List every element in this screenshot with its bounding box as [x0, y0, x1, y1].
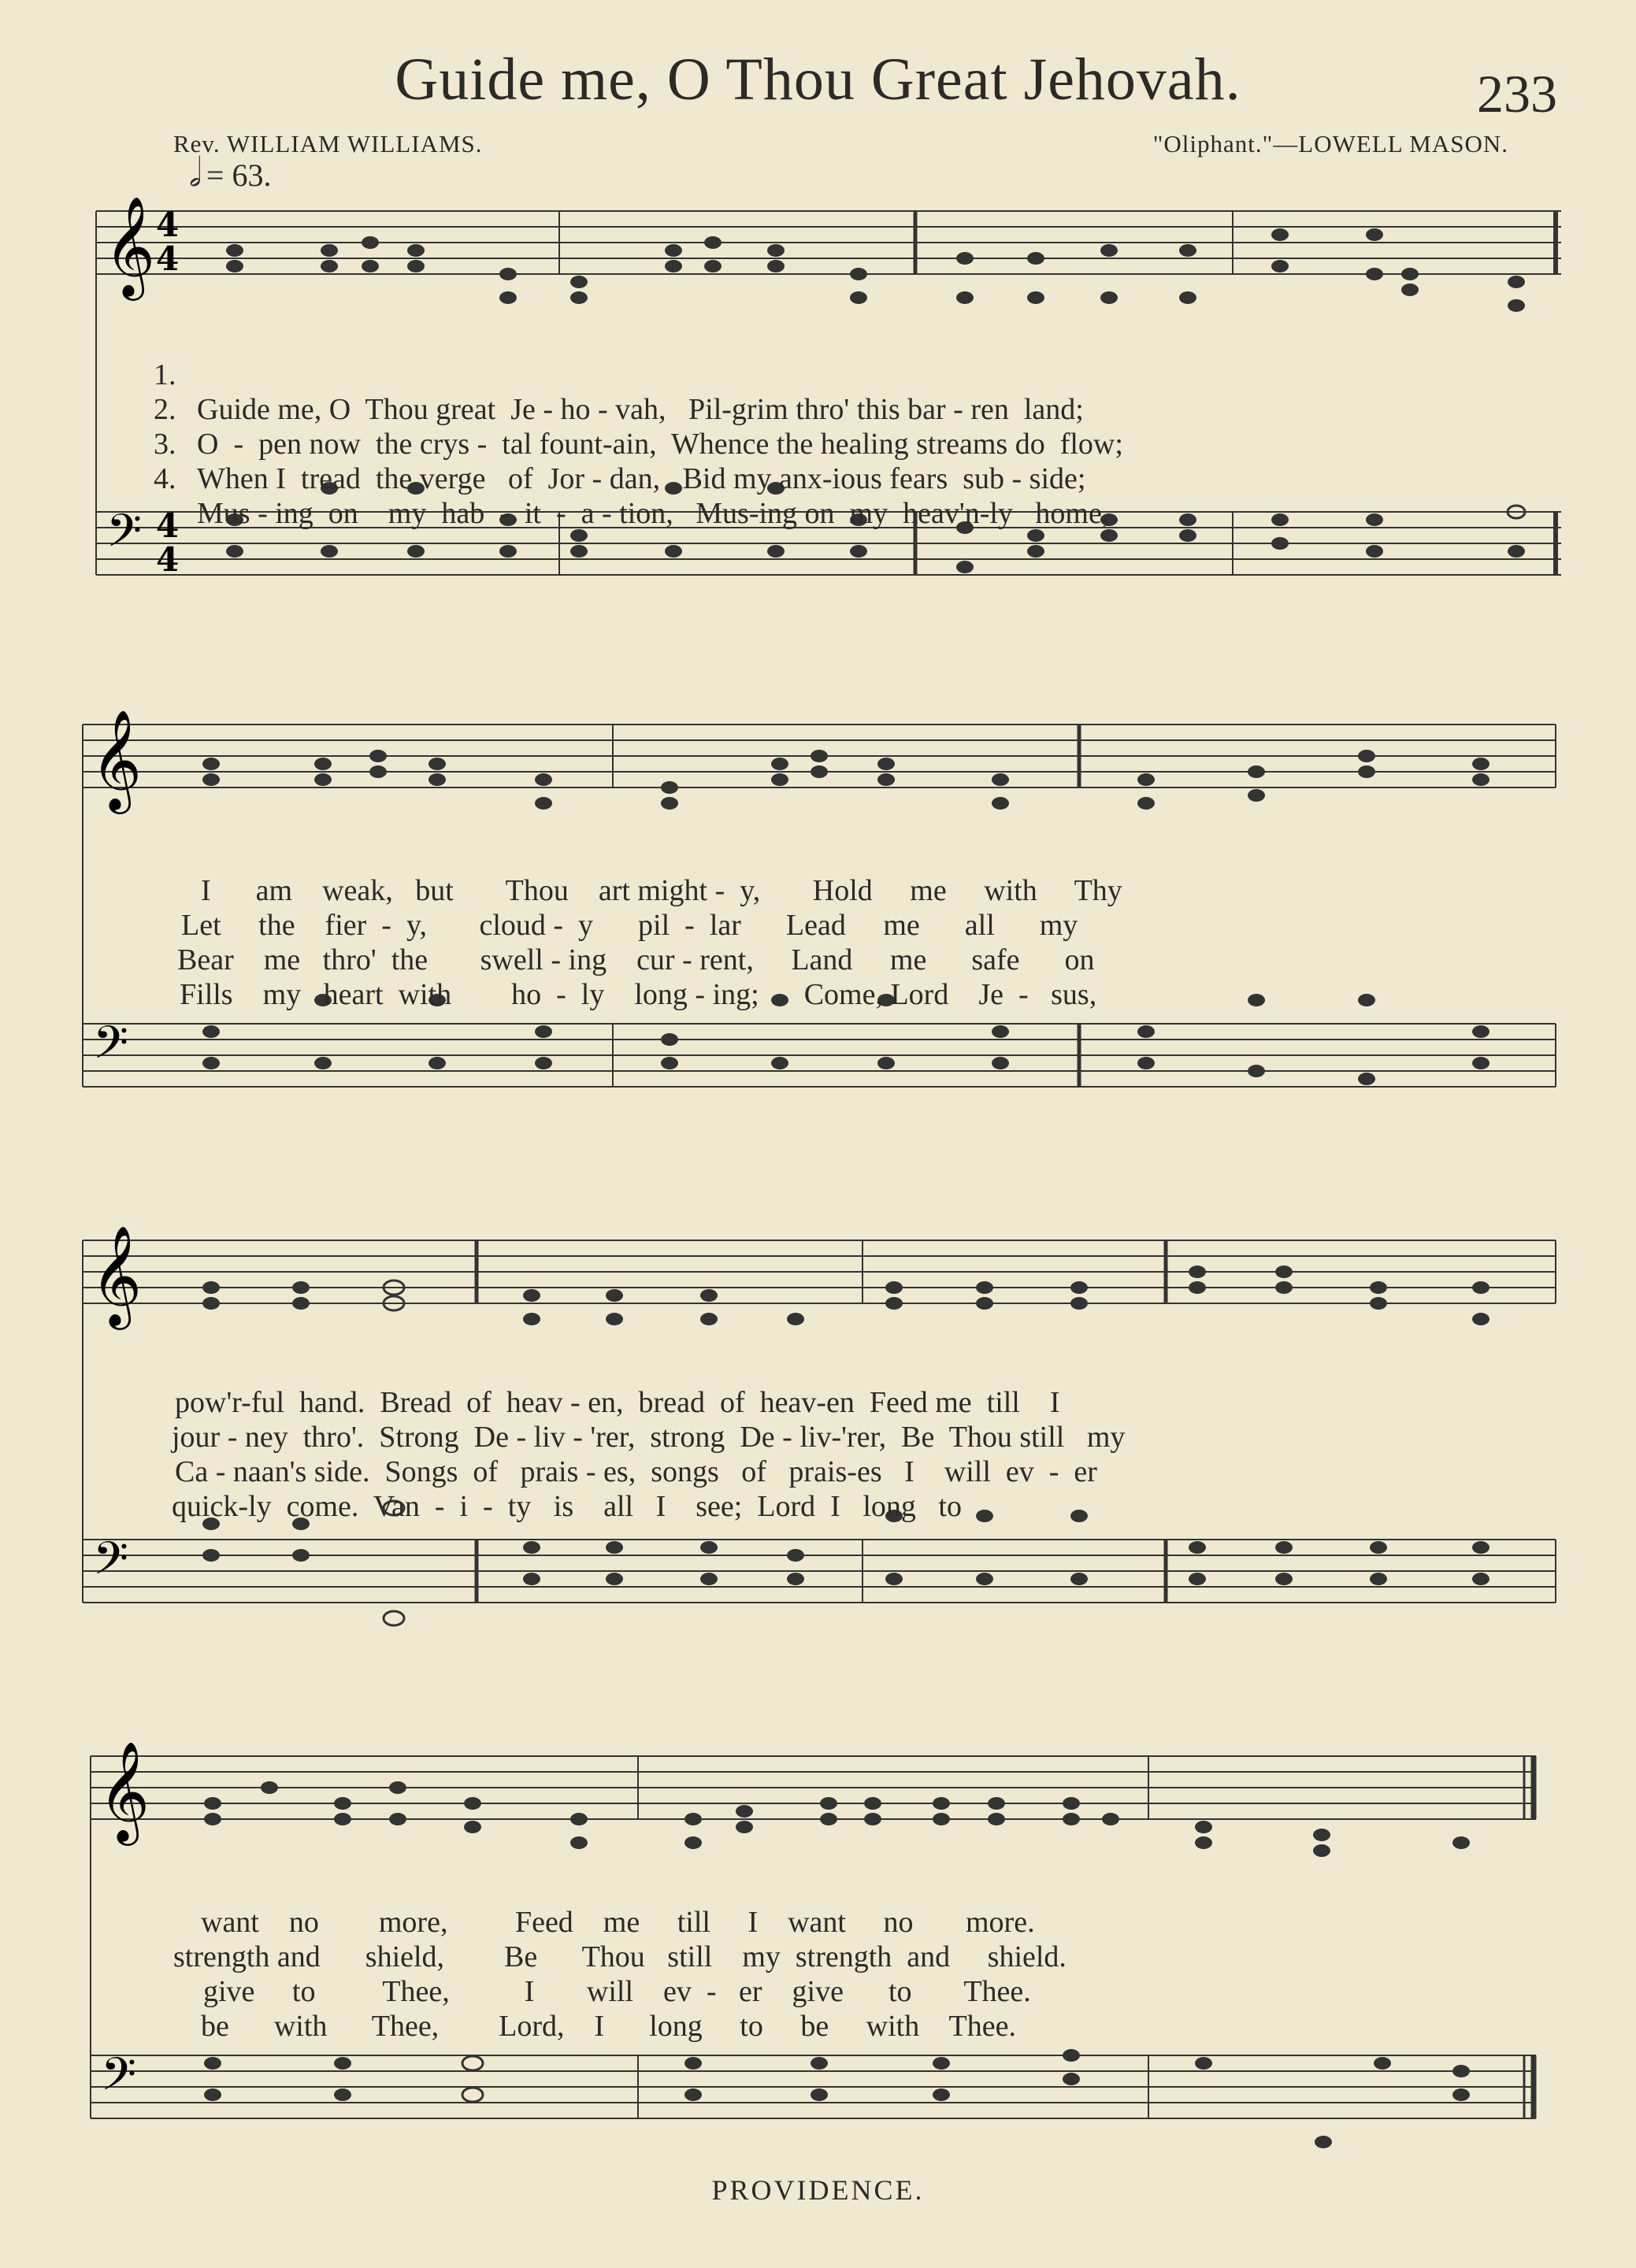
hymn-title: Guide me, O Thou Great Jehovah. [395, 46, 1241, 113]
lyric-text: want no more, Feed me till I want no more. [201, 1906, 1035, 1939]
verse-3-line [0, 908, 1636, 976]
page-number: 233 [1477, 64, 1557, 124]
verse-2-line [0, 1905, 1636, 1973]
lyric-text: strength and shield, Be Thou still my strength and shield. [173, 1940, 1067, 1973]
verse-number: 2. [154, 393, 176, 426]
verse-4-line [0, 1974, 1636, 2043]
treble-clef-icon: 𝄞 [91, 1225, 143, 1325]
lyric-text: Let the fier - y, cloud - y pil - lar Lead me all my [181, 909, 1078, 942]
bass-clef-icon: 𝄢 [93, 1532, 129, 1596]
verse-4-line [0, 1455, 1636, 1523]
lyric-text: jour - ney thro'. Strong De - liv - 'rer, strong De - liv-'rer, Be Thou still my [172, 1421, 1126, 1454]
bass-clef-icon: 𝄢 [93, 1016, 129, 1080]
author-credit: Rev. WILLIAM WILLIAMS. [173, 130, 483, 158]
verse-number: 4. [154, 462, 176, 495]
verse-3-line [0, 1940, 1636, 2008]
treble-clef-icon: 𝄞 [91, 709, 143, 810]
verse-1-line [0, 839, 1636, 907]
time-signature-top: 4 [156, 206, 180, 244]
tempo-value: = 63. [206, 158, 272, 193]
treble-notes [202, 1266, 1489, 1325]
lyric-text: When I tread the verge of Jor - dan, Bid my anx-ious fears sub - side; [197, 462, 1086, 495]
treble-clef-icon: 𝄞 [104, 195, 156, 296]
lyric-text: give to Thee, I will ev - er give to Thee. [203, 1975, 1031, 2008]
bass-time-signature-top: 4 [156, 506, 180, 545]
verse-number: 1. [154, 358, 176, 391]
tune-credit: "Oliphant."—LOWELL MASON. [1152, 130, 1508, 158]
lyric-text: I am weak, but Thou art might - y, Hold me with Thy [201, 874, 1122, 907]
lyric-text: quick-ly come. Van - i - ty is all I see; Lord I long to [172, 1490, 962, 1523]
half-note-icon: 𝅗𝅥 [189, 150, 202, 195]
bass-clef-icon: 𝄢 [101, 2048, 137, 2112]
bass-clef-icon: 𝄢 [106, 504, 143, 569]
bass-staff [83, 1540, 1556, 1603]
bass-notes [204, 2049, 1470, 2148]
lyric-text: Mus - ing on my hab - it - a - tion, Mus-ing on my heav'n-ly home, [197, 497, 1110, 530]
verse-1-line [0, 1870, 1636, 1939]
verse-1-line [0, 1351, 1636, 1419]
lyric-text: Ca - naan's side. Songs of prais - es, songs of prais-es I will ev - er [175, 1455, 1097, 1488]
verse-2-line [0, 873, 1636, 942]
treble-notes [226, 228, 1525, 312]
lyric-text: Guide me, O Thou great Je - ho - vah, Pil-grim thro' this bar - ren land; [197, 393, 1084, 426]
bass-time-signature-bottom: 4 [156, 540, 180, 579]
tune-name: PROVIDENCE. [711, 2174, 925, 2206]
lyric-text: O - pen now the crys - tal fount-ain, Whence the healing streams do flow; [197, 428, 1123, 461]
lyric-text: pow'r-ful hand. Bread of heav - en, bread of heav-en Feed me till I [175, 1386, 1060, 1419]
verse-3-line [0, 1420, 1636, 1488]
time-signature-bottom: 4 [156, 239, 180, 278]
treble-notes [202, 750, 1489, 810]
bass-staff [83, 1024, 1556, 1087]
verse-2-line [0, 1385, 1636, 1454]
verse-1-line [0, 323, 1636, 426]
treble-clef-icon: 𝄞 [98, 1740, 150, 1841]
verse-4-line [0, 943, 1636, 1011]
lyric-text: be with Thee, Lord, I long to be with Thee. [201, 2010, 1016, 2043]
verse-number: 3. [154, 428, 176, 461]
system-1-staves [0, 0, 1636, 630]
lyric-text: Bear me thro' the swell - ing cur - rent, Land me safe on [177, 943, 1095, 976]
lyric-text: Fills my heart with ho - ly long - ing; Come, Lord Je - sus, [180, 978, 1097, 1011]
